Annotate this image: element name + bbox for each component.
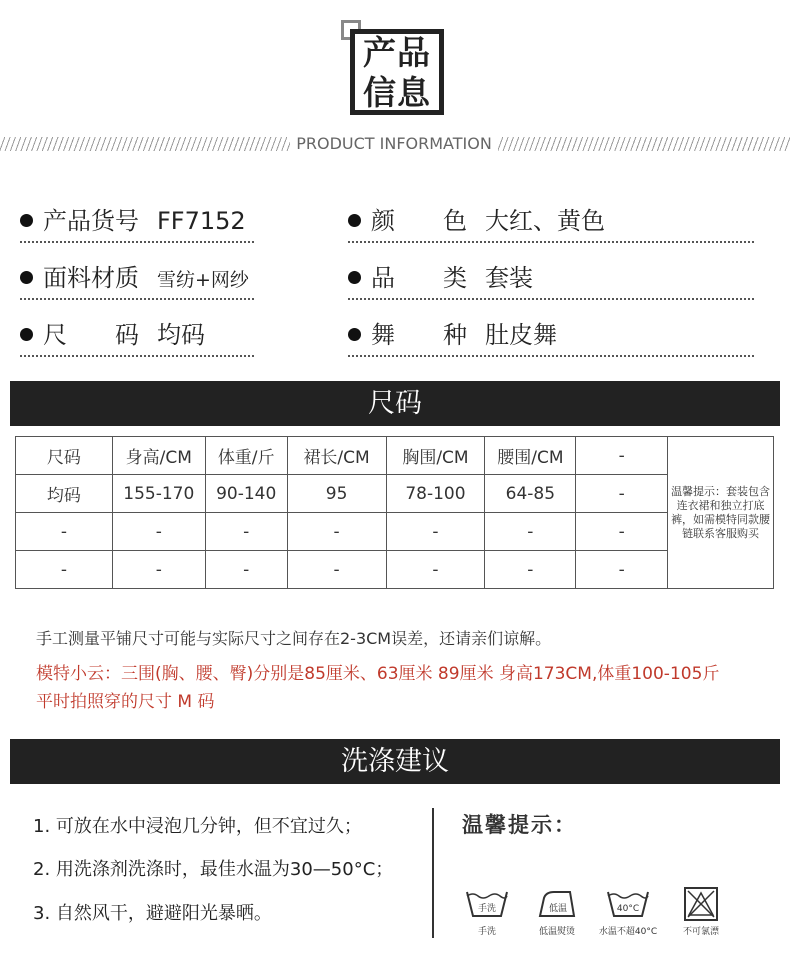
table-cell: 64-85	[485, 475, 576, 513]
table-cell: -	[112, 513, 205, 551]
size-section-header: 尺码	[10, 381, 780, 426]
info-label: 面料材质	[43, 264, 139, 292]
table-header-row	[16, 437, 774, 475]
table-cell: -	[576, 551, 668, 589]
info-label: 颜 色	[371, 207, 467, 235]
info-value: 大红、黄色	[485, 207, 605, 235]
info-value: 均码	[157, 321, 205, 349]
table-cell: -	[205, 551, 287, 589]
hatch-divider-right	[498, 137, 790, 151]
care-label: 手洗	[477, 927, 496, 937]
care-item	[452, 886, 522, 937]
care-label: 不可氯漂	[682, 927, 719, 937]
table-row	[16, 551, 774, 589]
info-value: 套装	[485, 264, 533, 292]
low-temp-iron-icon	[532, 886, 582, 922]
table-header-cell: 身高/CM	[112, 437, 205, 475]
wash-section-header: 洗涤建议	[10, 739, 780, 784]
page-subtitle: PRODUCT INFORMATION	[296, 134, 492, 153]
model-info-line1: 模特小云：三围(胸、腰、臀)分别是85厘米、63厘米 89厘米 身高173CM,体重100-105斤	[36, 664, 720, 684]
bullet-icon	[20, 328, 33, 341]
table-cell: 78-100	[386, 475, 485, 513]
care-label: 水温不超40°C	[598, 927, 658, 937]
table-row	[16, 513, 774, 551]
table-cell: 均码	[16, 475, 113, 513]
info-value: 雪纺+网纱	[157, 269, 249, 291]
bullet-icon	[20, 214, 33, 227]
table-cell: -	[485, 513, 576, 551]
hand-wash-icon	[462, 886, 512, 922]
size-table	[15, 436, 774, 589]
table-header-cell: 腰围/CM	[485, 437, 576, 475]
wash-tip: 2. 用洗涤剂洗涤时，最佳水温为30—50°C；	[33, 859, 394, 880]
table-cell: -	[576, 513, 668, 551]
bullet-icon	[348, 328, 361, 341]
info-value: FF7152	[157, 207, 246, 235]
table-header-cell: 体重/斤	[205, 437, 287, 475]
table-header-cell: 胸围/CM	[386, 437, 485, 475]
info-value: 肚皮舞	[485, 321, 557, 349]
table-row	[16, 475, 774, 513]
info-label: 尺 码	[43, 321, 139, 349]
info-item-sku	[20, 201, 254, 243]
table-cell: -	[576, 475, 668, 513]
water-temp-icon	[603, 886, 653, 922]
logo-title-line1: 产品	[363, 33, 431, 72]
bullet-icon	[20, 271, 33, 284]
care-label: 低温熨烫	[538, 927, 575, 937]
info-item-material	[20, 258, 254, 300]
table-cell: -	[16, 551, 113, 589]
table-cell: -	[287, 551, 386, 589]
table-cell: -	[485, 551, 576, 589]
table-cell: -	[205, 513, 287, 551]
water-temp-icon-text: 40°C	[616, 904, 640, 914]
model-info	[36, 660, 719, 716]
iron-icon-text: 低温	[548, 904, 568, 914]
model-info-line2: 平时拍照穿的尺寸 M 码	[36, 692, 215, 712]
size-note: 温馨提示：套装包含连衣裙和独立打底裤，如需模特同款腰链联系客服购买	[668, 437, 774, 589]
table-header-cell: 裙长/CM	[287, 437, 386, 475]
hatch-divider-left	[0, 137, 290, 151]
info-label: 产品货号	[43, 207, 139, 235]
wash-tip: 1. 可放在水中浸泡几分钟，但不宜过久；	[33, 816, 362, 837]
table-cell: 155-170	[112, 475, 205, 513]
info-label: 舞 种	[371, 321, 467, 349]
info-item-color	[348, 201, 754, 243]
table-cell: 95	[287, 475, 386, 513]
table-cell: -	[386, 551, 485, 589]
bullet-icon	[348, 271, 361, 284]
no-bleach-icon	[676, 886, 726, 922]
table-cell: -	[16, 513, 113, 551]
info-item-dance-type	[348, 315, 754, 357]
warm-tip-title: 温馨提示：	[462, 813, 577, 837]
info-item-size	[20, 315, 254, 357]
hand-wash-icon-text: 手洗	[477, 904, 497, 914]
logo-title-line2: 信息	[363, 73, 431, 112]
bullet-icon	[348, 214, 361, 227]
column-divider	[432, 808, 434, 938]
care-item	[593, 886, 663, 937]
care-item	[666, 886, 736, 937]
table-cell: -	[386, 513, 485, 551]
table-cell: -	[112, 551, 205, 589]
table-header-cell: 尺码	[16, 437, 113, 475]
info-label: 品 类	[371, 264, 467, 292]
measurement-note: 手工测量平铺尺寸可能与实际尺寸之间存在2-3CM误差，还请亲们谅解。	[36, 629, 552, 648]
table-cell: -	[287, 513, 386, 551]
wash-tip: 3. 自然风干，避避阳光暴晒。	[33, 903, 272, 924]
table-header-cell: -	[576, 437, 668, 475]
care-item	[522, 886, 592, 937]
info-item-category	[348, 258, 754, 300]
table-cell: 90-140	[205, 475, 287, 513]
section-logo	[350, 33, 444, 113]
